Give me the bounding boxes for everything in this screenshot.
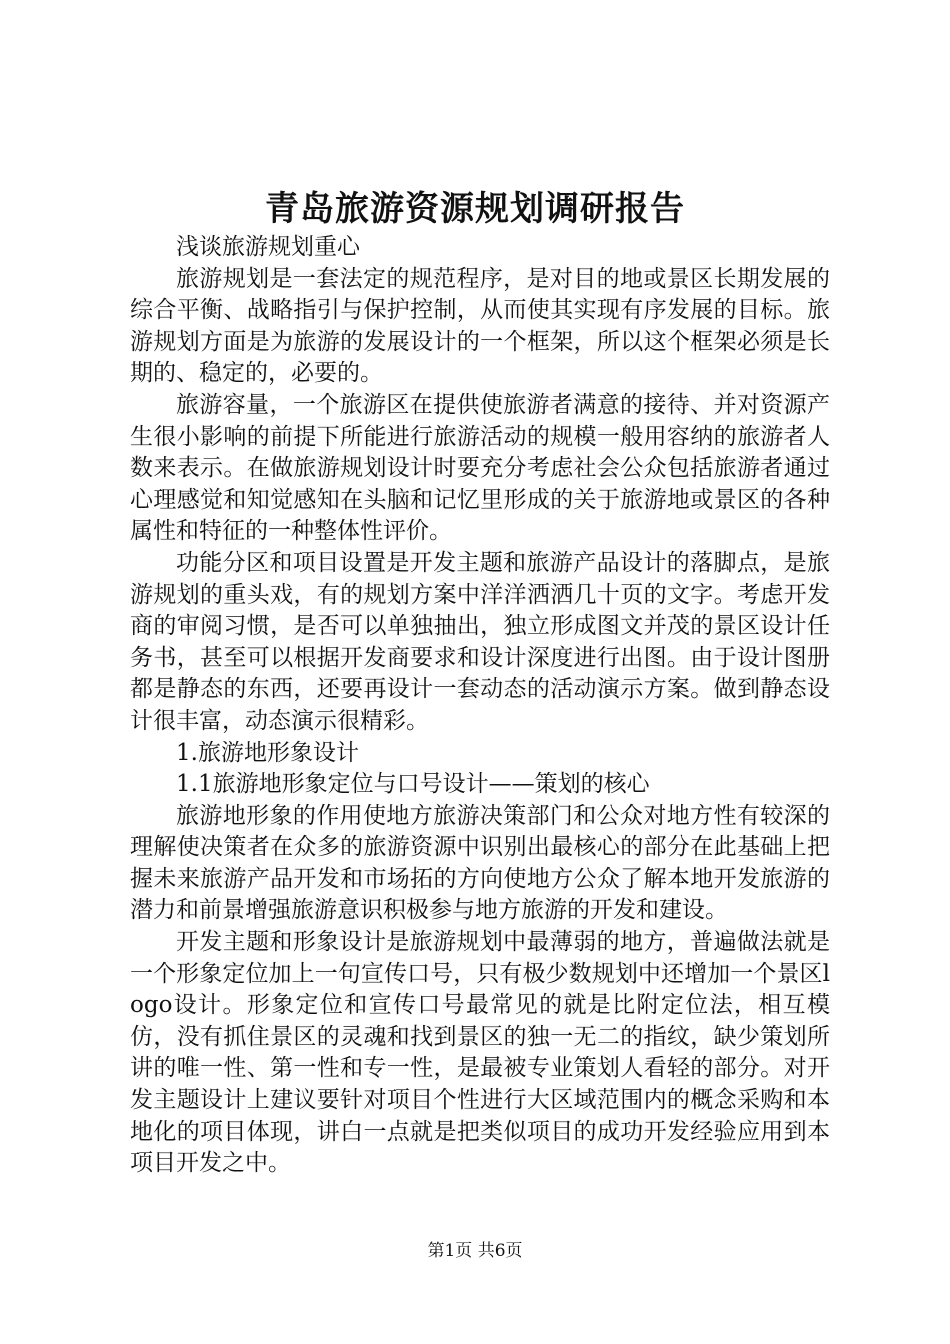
- document-title: 青岛旅游资源规划调研报告: [265, 189, 685, 229]
- page-footer: 第1页 共6页: [427, 1241, 523, 1261]
- body-paragraph: 旅游地形象的作用使地方旅游决策部门和公众对地方性有较深的理解使决策者在众多的旅游资源中识别出最核心的部分在此基础上把握未来旅游产品开发和市场拓的方向使地方公众了解本地开发旅游的潜力和前景增强旅游意识积极参与地方旅游的开发和建设。: [130, 802, 830, 924]
- body-paragraph: 功能分区和项目设置是开发主题和旅游产品设计的落脚点，是旅游规划的重头戏，有的规划方案中洋洋洒洒几十页的文字。考虑开发商的审阅习惯，是否可以单独抽出，独立形成图文并茂的景区设计任务书，甚至可以根据开发商要求和设计深度进行出图。由于设计图册都是静态的东西，还要再设计一套动态的活动演示方案。做到静态设计很丰富，动态演示很精彩。: [130, 549, 830, 734]
- subsection-heading: 1.1旅游地形象定位与口号设计——策划的核心: [176, 771, 650, 798]
- body-paragraph: 旅游容量，一个旅游区在提供使旅游者满意的接待、并对资源产生很小影响的前提下所能进行旅游活动的规模一般用容纳的旅游者人数来表示。在做旅游规划设计时要充分考虑社会公众包括旅游者通过心理感觉和知觉感知在头脑和记忆里形成的关于旅游地或景区的各种属性和特征的一种整体性评价。: [130, 391, 830, 545]
- section-heading: 1.旅游地形象设计: [176, 739, 359, 766]
- body-paragraph: 开发主题和形象设计是旅游规划中最薄弱的地方，普遍做法就是一个形象定位加上一句宣传口号，只有极少数规划中还增加一个景区logo设计。形象定位和宣传口号最常见的就是比附定位法，相互模仿，没有抓住景区的灵魂和找到景区的独一无二的指纹，缺少策划所讲的唯一性、第一性和专一性，是最被专业策划人看轻的部分。对开发主题设计上建议要针对项目个性进行大区域范围内的概念采购和本地化的项目体现，讲白一点就是把类似项目的成功开发经验应用到本项目开发之中。: [130, 929, 830, 1177]
- body-paragraph: 旅游规划是一套法定的规范程序，是对目的地或景区长期发展的综合平衡、战略指引与保护控制，从而使其实现有序发展的目标。旅游规划方面是为旅游的发展设计的一个框架，所以这个框架必须是长期的、稳定的，必要的。: [130, 265, 830, 387]
- body-paragraph: 浅谈旅游规划重心: [176, 234, 360, 260]
- document-body: [130, 232, 830, 1180]
